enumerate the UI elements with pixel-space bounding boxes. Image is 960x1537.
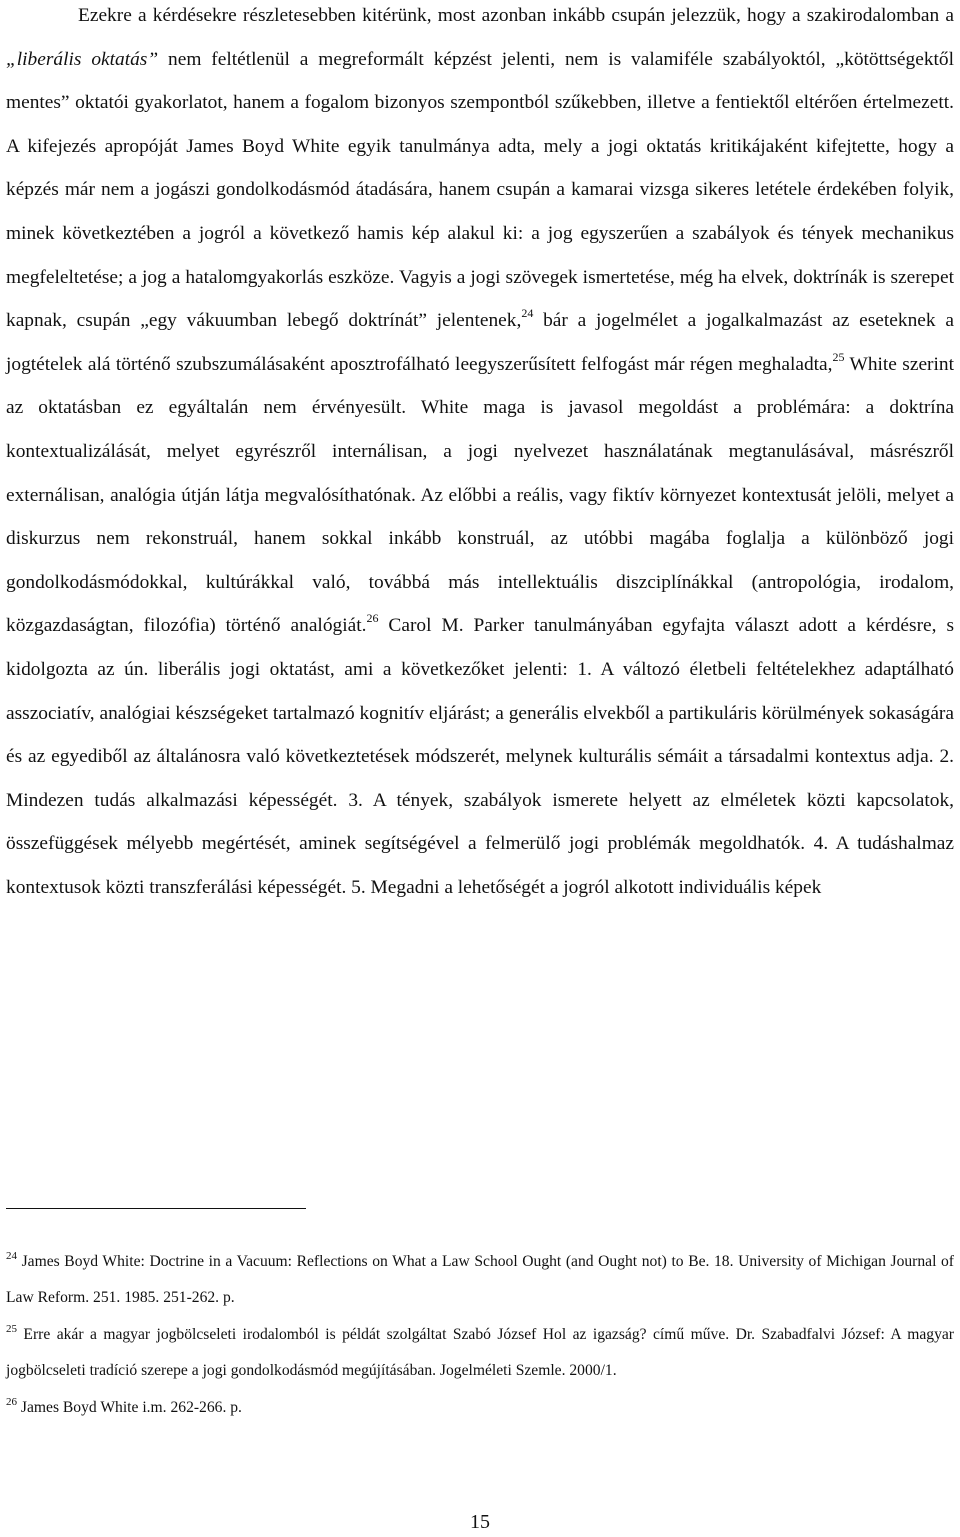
- footnote-24: [6, 1244, 954, 1317]
- footnote-number: 25: [6, 1322, 17, 1335]
- footnote-26: [6, 1390, 954, 1426]
- body-text-segment: nem feltétlenül a megreformált képzést jelenti, nem is valamiféle szabályoktól, „kötöttségektől mentes” oktatói gyakorlatot, hanem a fogalom bizonyos szempontból szűkebben, illetve a fentiektől eltérően értelmezett. A kifejezés apropóját James Boyd White egyik tanulmánya adta, mely a jogi oktatás kritikájaként kifejtette, hogy a képzés már nem a jogászi gondolkodásmód átadására, hanem csupán a kamarai vizsga sikeres letétele érdekében folyik, minek következtében a jogról a következő hamis kép alakul ki: a jog egyszerűen a szabályok és tények mechanikus megfeleltetése; a jog a hatalomgyakorlás eszköze. Vagyis a jogi szövegek ismertetése, még ha elvek, doktrínák is szerepet kapnak, csupán „egy vákuumban lebegő doktrínát” jelentenek,: [6, 48, 954, 332]
- body-paragraph: [6, 0, 954, 909]
- footnote-25: [6, 1317, 954, 1390]
- footnote-text: Erre akár a magyar jogbölcseleti irodalomból is példát szolgáltat Szabó József Hol az igazság? című műve. Dr. Szabadfalvi József: A magyar jogbölcseleti tradíció szerepe a jogi gondolkodásmód megújításában. Jogelméleti Szemle. 2000/1.: [6, 1325, 954, 1380]
- footnote-separator: [6, 1208, 306, 1209]
- italic-term: „liberális oktatás”: [6, 48, 159, 70]
- footnote-ref-25[interactable]: 25: [832, 349, 845, 364]
- page-number: 15: [470, 1511, 490, 1533]
- footnote-number: 26: [6, 1395, 17, 1408]
- body-text-segment: Carol M. Parker tanulmányában egyfajta választ adott a kérdésre, s kidolgozta az ún. liberális jogi oktatást, ami a következőket jelenti: 1. A változó életbeli feltételekhez adaptálható asszociatív, analógiai készségeket tartalmazó kognitív eljárást; a generális elvekből a partikuláris körülmények sokaságára és az egyediből az általánosra való következtetések módszerét, melynek kulturális sémáit a társadalmi kontextus adja. 2. Mindezen tudás alkalmazási képességét. 3. A tények, szabályok ismerete helyett az elméletek közti kapcsolatok, összefüggések mélyebb megértését, aminek segítségével a felmerülő jogi problémák megoldhatók. 4. A tudáshalmaz kontextusok közti transzferálási képességét. 5. Megadni a lehetőségét a jogról alkotott individuális képek: [6, 615, 954, 898]
- footnote-number: 24: [6, 1250, 17, 1262]
- footnote-ref-26[interactable]: 26: [366, 611, 379, 626]
- body-text-segment: White szerint az oktatásban ez egyáltalán nem érvényesült. White maga is javasol megoldást a problémára: a doktrína kontextualizálását, melyet egyrészről internálisan, a jogi nyelvezet használatának megtanulásával, másrészről externálisan, analógia útján látja megvalósíthatónak. Az előbbi a reális, vagy fiktív környezet kontextusát jelöli, melyet a diskurzus nem rekonstruál, hanem sokkal inkább konstruál, az utóbbi magába foglalja a különböző jogi gondolkodásmódokkal, kultúrákkal való, továbbá más intellektuális diszciplínákkal (antropológia, irodalom, közgazdaságtan, filozófia) történő analógiát.: [6, 353, 954, 637]
- footnote-text: James Boyd White i.m. 262-266. p.: [17, 1398, 242, 1416]
- footnote-ref-24[interactable]: 24: [521, 306, 534, 321]
- body-text-segment: Ezekre a kérdésekre részletesebben kitérünk, most azonban inkább csupán jelezzük, hogy a szakirodalomban a: [78, 5, 954, 26]
- body-text-segment: bár a jogelmélet a jogalkalmazást az eseteknek a jogtételek alá történő szubszumálásaként aposztrofálható leegyszerűsített felfogást már régen meghaladta,: [6, 310, 954, 375]
- footnote-text: James Boyd White: Doctrine in a Vacuum: Reflections on What a Law School Ought (and Ought not) to Be. 18. University of Michigan Journal of Law Reform. 251. 1985. 251-262. p.: [6, 1253, 954, 1307]
- footnotes: [6, 1244, 954, 1426]
